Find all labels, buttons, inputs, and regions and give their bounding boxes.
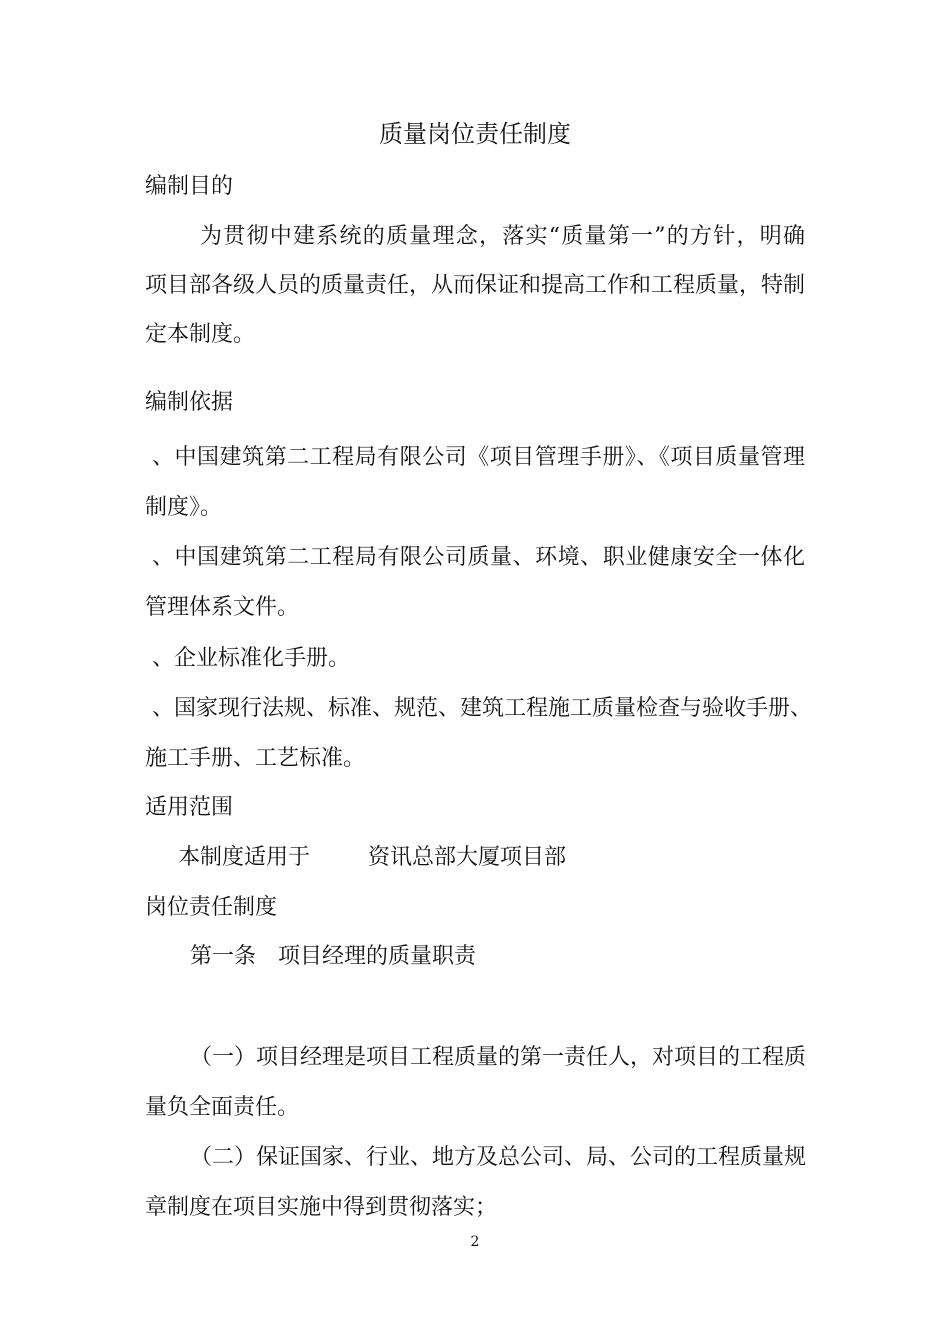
article-title: 项目经理的质量职责 bbox=[278, 944, 477, 969]
section-heading-scope: 适用范围 bbox=[145, 795, 234, 820]
scope-project-name: 资讯总部大厦项目部 bbox=[368, 845, 567, 870]
paragraph-line: 为贯彻中建系统的质量理念，落实“质量第一”的方针，明确 bbox=[200, 224, 805, 249]
paragraph-line: 、中国建筑第二工程局有限公司《项目管理手册》、《项目质量管理 bbox=[152, 445, 805, 470]
article-heading bbox=[190, 942, 476, 972]
paragraph-line: 项目部各级人员的质量责任，从而保证和提高工作和工程质量，特制 bbox=[145, 273, 806, 298]
paragraph-line: 制度》。 bbox=[145, 495, 223, 520]
page-number: 2 bbox=[470, 1234, 480, 1250]
paragraph-line: 管理体系文件。 bbox=[145, 595, 300, 620]
section-heading-basis: 编制依据 bbox=[145, 390, 234, 415]
paragraph-line: 章制度在项目实施中得到贯彻落实； bbox=[145, 1195, 498, 1220]
section-heading-purpose: 编制目的 bbox=[145, 174, 234, 199]
paragraph-line: （一）项目经理是项目工程质量的第一责任人，对项目的工程质 bbox=[190, 1045, 807, 1070]
paragraph-line: 、国家现行法规、标准、规范、建筑工程施工质量检查与验收手册、 bbox=[152, 696, 813, 721]
document-title: 质量岗位责任制度 bbox=[379, 120, 571, 148]
scope-line bbox=[178, 843, 566, 873]
section-heading-responsibility: 岗位责任制度 bbox=[145, 895, 278, 920]
paragraph-line: 、企业标准化手册。 bbox=[152, 646, 351, 671]
paragraph-line: 量负全面责任。 bbox=[145, 1095, 300, 1120]
paragraph-line: 定本制度。 bbox=[145, 322, 256, 347]
scope-prefix: 本制度适用于 bbox=[178, 845, 311, 870]
paragraph-line: （二）保证国家、行业、地方及总公司、局、公司的工程质量规 bbox=[190, 1145, 807, 1170]
paragraph-line: 施工手册、工艺标准。 bbox=[145, 746, 366, 771]
paragraph-line: 、中国建筑第二工程局有限公司质量、环境、职业健康安全一体化 bbox=[152, 545, 805, 570]
article-number: 第一条 bbox=[190, 944, 257, 969]
